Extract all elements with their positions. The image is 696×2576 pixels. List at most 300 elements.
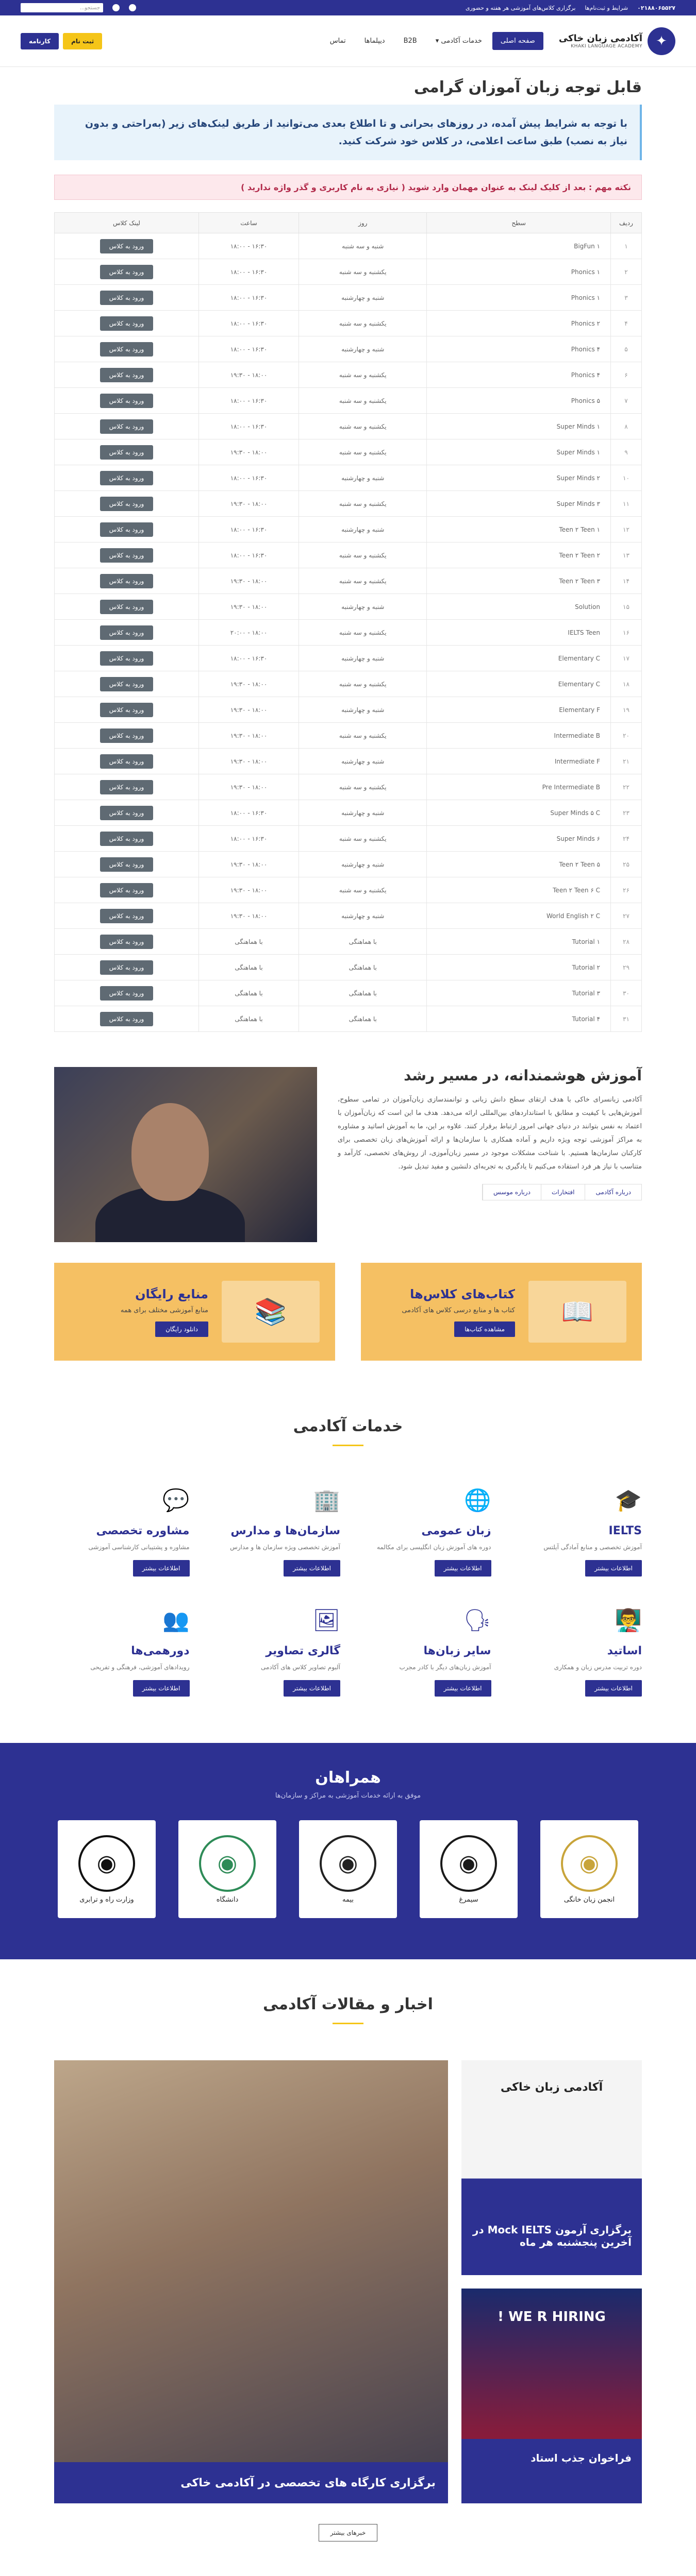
partner-logo xyxy=(178,1820,276,1918)
row-time: ۱۶:۳۰ - ۱۸:۰۰ xyxy=(198,465,299,491)
row-days: یکشنبه و سه شنبه xyxy=(299,259,427,285)
consult-icon: 💬 xyxy=(162,1487,190,1513)
row-days: یکشنبه و سه شنبه xyxy=(299,491,427,517)
news-card-caption: فراخوان جذب استاد xyxy=(461,2442,642,2503)
service-desc: دوره های آموزش زبان انگلیسی برای مکالمه xyxy=(376,1544,491,1551)
row-link-cell xyxy=(55,388,199,414)
service-card xyxy=(507,1487,642,1577)
partner-emblem-icon: ◉ xyxy=(440,1835,497,1892)
service-card xyxy=(356,1607,491,1697)
service-title: سازمان‌ها و مدارس xyxy=(230,1524,340,1538)
top-bar xyxy=(0,0,696,15)
join-class-button[interactable]: ورود به کلاس xyxy=(100,960,154,975)
partner-name: وزارت راه و ترابری xyxy=(79,1895,134,1904)
main-header xyxy=(0,15,696,67)
col-days: روز xyxy=(299,213,427,233)
row-days: یکشنبه و سه شنبه xyxy=(299,826,427,852)
row-days: با هماهنگی xyxy=(299,1006,427,1032)
service-more-button[interactable]: اطلاعات بیشتر xyxy=(435,1560,491,1577)
service-desc: آلبوم تصاویر کلاس های آکادمی xyxy=(260,1664,340,1671)
topbar-phone[interactable]: ۰۲۱۸۸۰۶۵۵۲۷ xyxy=(637,4,675,11)
view-books-button[interactable]: مشاهده کتاب‌ها xyxy=(454,1321,515,1337)
row-time: با هماهنگی xyxy=(198,1006,299,1032)
row-number: ۲۳ xyxy=(611,800,642,826)
nav-contact[interactable]: تماس xyxy=(329,37,346,45)
row-number: ۲۷ xyxy=(611,903,642,929)
table-row xyxy=(55,749,642,774)
row-time: ۱۶:۳۰ - ۱۸:۰۰ xyxy=(198,826,299,852)
row-number: ۱۸ xyxy=(611,671,642,697)
table-row xyxy=(55,543,642,568)
book-icon: 📖 xyxy=(528,1281,626,1343)
row-days: یکشنبه و سه شنبه xyxy=(299,414,427,439)
join-class-button[interactable]: ورود به کلاس xyxy=(100,548,154,563)
row-number: ۱۴ xyxy=(611,568,642,594)
row-days: با هماهنگی xyxy=(299,955,427,980)
join-class-button[interactable]: ورود به کلاس xyxy=(100,600,154,614)
resources-title: منابع رایگان xyxy=(135,1286,208,1301)
row-number: ۶ xyxy=(611,362,642,388)
row-link-cell xyxy=(55,439,199,465)
join-class-button[interactable]: ورود به کلاس xyxy=(100,728,154,743)
row-number: ۲۴ xyxy=(611,826,642,852)
nav-services[interactable]: خدمات آکادمی ▾ xyxy=(435,37,482,45)
row-number: ۳۰ xyxy=(611,980,642,1006)
service-card xyxy=(54,1487,190,1577)
row-number: ۱۹ xyxy=(611,697,642,723)
join-class-button[interactable]: ورود به کلاس xyxy=(100,291,154,305)
table-row xyxy=(55,723,642,749)
table-row xyxy=(55,439,642,465)
row-link-cell xyxy=(55,336,199,362)
row-number: ۱۱ xyxy=(611,491,642,517)
about-tabs xyxy=(482,1184,642,1200)
row-link-cell xyxy=(55,311,199,336)
table-row xyxy=(55,826,642,852)
topbar-link[interactable]: شرایط و ثبت‌نام‌ها xyxy=(585,4,628,11)
service-more-button[interactable]: اطلاعات بیشتر xyxy=(585,1560,642,1577)
search-input[interactable] xyxy=(21,3,103,12)
row-level: Intermediate B xyxy=(427,723,611,749)
row-days: شنبه و چهارشنبه xyxy=(299,646,427,671)
row-number: ۵ xyxy=(611,336,642,362)
promo-cards xyxy=(54,1263,642,1397)
row-level: Tutorial ۳ xyxy=(427,980,611,1006)
row-level: Phonics ۱ xyxy=(427,259,611,285)
row-days: با هماهنگی xyxy=(299,980,427,1006)
row-number: ۲۸ xyxy=(611,929,642,955)
topbar-marquee: برگزاری کلاس‌های آموزشی هر هفته و حضوری xyxy=(466,4,576,11)
logo-subtitle: KHAKI LANGUAGE ACADEMY xyxy=(571,44,642,49)
row-time: ۱۶:۳۰ - ۱۸:۰۰ xyxy=(198,517,299,543)
row-level: Super Minds ۳ xyxy=(427,491,611,517)
row-time: ۱۶:۳۰ - ۱۸:۰۰ xyxy=(198,285,299,311)
row-number: ۲۹ xyxy=(611,955,642,980)
row-time: ۱۶:۳۰ - ۱۸:۰۰ xyxy=(198,311,299,336)
nav-diplomas[interactable]: دیپلماها xyxy=(364,37,385,45)
table-row xyxy=(55,929,642,955)
partner-logo xyxy=(58,1820,156,1918)
table-row xyxy=(55,465,642,491)
languages-icon: 🗣 xyxy=(463,1607,491,1633)
service-desc: آموزش تخصصی ویژه سازمان ها و مدارس xyxy=(230,1544,340,1551)
row-level: Intermediate F xyxy=(427,749,611,774)
join-class-button[interactable]: ورود به کلاس xyxy=(100,806,154,820)
row-time: ۱۸:۰۰ - ۲۰:۰۰ xyxy=(198,620,299,646)
row-level: Pre Intermediate B xyxy=(427,774,611,800)
row-time: ۱۸:۰۰ - ۱۹:۳۰ xyxy=(198,749,299,774)
partners-section xyxy=(0,1743,696,1959)
row-link-cell xyxy=(55,620,199,646)
row-level: Elementary C xyxy=(427,671,611,697)
join-class-button[interactable]: ورود به کلاس xyxy=(100,986,154,1001)
row-days: یکشنبه و سه شنبه xyxy=(299,568,427,594)
row-time: ۱۸:۰۰ - ۱۹:۳۰ xyxy=(198,723,299,749)
row-link-cell xyxy=(55,543,199,568)
row-days: شنبه و چهارشنبه xyxy=(299,852,427,877)
row-time: ۱۸:۰۰ - ۱۹:۳۰ xyxy=(198,877,299,903)
table-row xyxy=(55,491,642,517)
row-number: ۴ xyxy=(611,311,642,336)
service-title: دورهمی‌ها xyxy=(131,1645,190,1658)
row-link-cell xyxy=(55,929,199,955)
row-days: با هماهنگی xyxy=(299,929,427,955)
row-days: شنبه و چهارشنبه xyxy=(299,517,427,543)
gallery-icon: 🖼 xyxy=(312,1607,340,1633)
table-row xyxy=(55,877,642,903)
row-link-cell xyxy=(55,749,199,774)
table-row xyxy=(55,311,642,336)
row-days: یکشنبه و سه شنبه xyxy=(299,774,427,800)
row-number: ۲۶ xyxy=(611,877,642,903)
join-class-button[interactable]: ورود به کلاس xyxy=(100,832,154,846)
service-title: اساتید xyxy=(607,1645,642,1658)
table-row xyxy=(55,671,642,697)
join-class-button[interactable]: ورود به کلاس xyxy=(100,703,154,717)
news-grid xyxy=(54,2045,642,2524)
report-card-button[interactable]: کارنامه xyxy=(21,33,59,49)
table-row xyxy=(55,568,642,594)
join-class-button[interactable]: ورود به کلاس xyxy=(100,1012,154,1026)
row-days: یکشنبه و سه شنبه xyxy=(299,543,427,568)
row-link-cell xyxy=(55,1006,199,1032)
row-level: Super Minds ۲ xyxy=(427,465,611,491)
row-time: ۱۸:۰۰ - ۱۹:۳۰ xyxy=(198,852,299,877)
table-row xyxy=(55,259,642,285)
row-level: Teen ۲ Teen ۶ C xyxy=(427,877,611,903)
partner-emblem-icon: ◉ xyxy=(561,1835,618,1892)
row-days: شنبه و چهارشنبه xyxy=(299,285,427,311)
row-days: یکشنبه و سه شنبه xyxy=(299,723,427,749)
row-link-cell xyxy=(55,517,199,543)
free-download-button[interactable]: دانلود رایگان xyxy=(155,1321,208,1337)
telegram-icon[interactable] xyxy=(112,4,120,11)
service-card xyxy=(205,1607,341,1697)
row-level: Phonics ۱ xyxy=(427,285,611,311)
row-time: ۱۸:۰۰ - ۱۹:۳۰ xyxy=(198,903,299,929)
row-link-cell xyxy=(55,568,199,594)
logo-title: آکادمی زبان خاکی xyxy=(558,33,642,44)
row-level: IELTS Teen xyxy=(427,620,611,646)
row-days: شنبه و چهارشنبه xyxy=(299,697,427,723)
partner-emblem-icon: ◉ xyxy=(199,1835,256,1892)
row-days: شنبه و چهارشنبه xyxy=(299,903,427,929)
row-link-cell xyxy=(55,491,199,517)
row-level: Teen ۲ Teen ۱ xyxy=(427,517,611,543)
site-logo[interactable] xyxy=(559,27,675,55)
row-number: ۳ xyxy=(611,285,642,311)
more-news-button[interactable]: خبرهای بیشتر xyxy=(319,2524,378,2541)
table-row xyxy=(55,336,642,362)
service-title: IELTS xyxy=(608,1524,642,1538)
row-time: ۱۶:۳۰ - ۱۸:۰۰ xyxy=(198,543,299,568)
row-days: یکشنبه و سه شنبه xyxy=(299,362,427,388)
join-class-button[interactable]: ورود به کلاس xyxy=(100,419,154,434)
title-divider xyxy=(333,1445,363,1446)
partner-emblem-icon: ◉ xyxy=(320,1835,376,1892)
row-time: ۱۶:۳۰ - ۱۸:۰۰ xyxy=(198,233,299,259)
tab-honors[interactable]: افتخارات xyxy=(541,1184,585,1200)
row-level: Phonics ۲ xyxy=(427,311,611,336)
services-grid xyxy=(54,1467,642,1743)
resources-sub: منابع آموزشی مختلف برای همه xyxy=(120,1306,208,1314)
notice-title: قابل توجه زبان آموزان گرامی xyxy=(413,78,642,96)
books-title: کتاب‌های کلاس‌ها xyxy=(410,1286,515,1301)
nav-b2b[interactable]: B2B xyxy=(403,37,417,45)
table-row xyxy=(55,388,642,414)
service-desc: رویدادهای آموزشی، فرهنگی و تفریحی xyxy=(90,1664,190,1671)
table-row xyxy=(55,414,642,439)
row-link-cell xyxy=(55,852,199,877)
row-level: Solution xyxy=(427,594,611,620)
row-level: Teen ۲ Teen ۳ xyxy=(427,568,611,594)
row-time: ۱۸:۰۰ - ۱۹:۳۰ xyxy=(198,439,299,465)
row-link-cell xyxy=(55,671,199,697)
tab-founder[interactable]: درباره موسس xyxy=(483,1184,541,1200)
row-link-cell xyxy=(55,826,199,852)
nav-home[interactable]: صفحه اصلی xyxy=(492,32,543,50)
teacher-icon: 👨‍🏫 xyxy=(615,1607,642,1633)
row-time: ۱۸:۰۰ - ۱۹:۳۰ xyxy=(198,491,299,517)
row-number: ۱۵ xyxy=(611,594,642,620)
partner-logo xyxy=(299,1820,397,1918)
col-link: لینک کلاس xyxy=(55,213,199,233)
service-card xyxy=(356,1487,491,1577)
search-placeholder: جستجو... xyxy=(79,5,100,11)
join-class-button[interactable]: ورود به کلاس xyxy=(100,651,154,666)
row-level: Teen ۲ Teen ۲ xyxy=(427,543,611,568)
news-title: اخبار و مقالات آکادمی xyxy=(263,1995,433,2014)
row-level: Tutorial ۴ xyxy=(427,1006,611,1032)
row-days: یکشنبه و سه شنبه xyxy=(299,439,427,465)
event-icon: 👥 xyxy=(162,1607,190,1633)
row-time: ۱۶:۳۰ - ۱۸:۰۰ xyxy=(198,800,299,826)
row-days: یکشنبه و سه شنبه xyxy=(299,620,427,646)
table-row xyxy=(55,852,642,877)
table-row xyxy=(55,774,642,800)
row-time: ۱۶:۳۰ - ۱۸:۰۰ xyxy=(198,388,299,414)
service-more-button[interactable]: اطلاعات بیشتر xyxy=(284,1560,340,1577)
row-days: شنبه و چهارشنبه xyxy=(299,336,427,362)
news-card-hiring-text: WE R HIRING ! xyxy=(498,2309,606,2325)
service-title: گالری تصاویر xyxy=(266,1645,340,1658)
about-section xyxy=(54,1046,642,1263)
row-link-cell xyxy=(55,877,199,903)
row-time: ۱۸:۰۰ - ۱۹:۳۰ xyxy=(198,671,299,697)
service-desc: دوره تربیت مدرس زبان و همکاری xyxy=(554,1664,642,1671)
row-number: ۲۰ xyxy=(611,723,642,749)
join-class-button[interactable]: ورود به کلاس xyxy=(100,754,154,769)
row-link-cell xyxy=(55,646,199,671)
col-number: ردیف xyxy=(611,213,642,233)
join-class-button[interactable]: ورود به کلاس xyxy=(100,239,154,253)
table-row xyxy=(55,646,642,671)
news-card-hiring[interactable] xyxy=(461,2289,642,2503)
row-link-cell xyxy=(55,233,199,259)
row-time: ۱۸:۰۰ - ۱۹:۳۰ xyxy=(198,774,299,800)
row-level: Super Minds ۱ xyxy=(427,439,611,465)
globe-icon: 🌐 xyxy=(464,1487,491,1513)
row-number: ۱۶ xyxy=(611,620,642,646)
row-time: ۱۶:۳۰ - ۱۸:۰۰ xyxy=(198,336,299,362)
row-link-cell xyxy=(55,362,199,388)
news-big-caption: برگزاری کارگاه های تخصصی در آکادمی خاکی xyxy=(54,2462,448,2503)
join-class-button[interactable]: ورود به کلاس xyxy=(100,445,154,460)
table-row xyxy=(55,800,642,826)
service-card xyxy=(205,1487,341,1577)
row-level: Elementary F xyxy=(427,697,611,723)
row-days: یکشنبه و سه شنبه xyxy=(299,877,427,903)
table-row xyxy=(55,903,642,929)
service-title: مشاوره تخصصی xyxy=(96,1524,190,1538)
row-level: Super Minds ۵ C xyxy=(427,800,611,826)
row-number: ۷ xyxy=(611,388,642,414)
title-divider xyxy=(333,2023,363,2024)
join-class-button[interactable]: ورود به کلاس xyxy=(100,265,154,279)
service-desc: آموزش تخصصی و منابع آمادگی آیلتس xyxy=(543,1544,642,1551)
news-card-caption: برگزاری آزمون Mock IELTS در آخرین پنجشنبه هر ماه xyxy=(461,2213,642,2275)
table-row xyxy=(55,620,642,646)
row-number: ۱۰ xyxy=(611,465,642,491)
important-note: نکته مهم : بعد از کلیک لینک به عنوان مهمان وارد شوید ( نیازی به نام کاربری و گذر واژه ندارید ) xyxy=(54,175,642,200)
row-link-cell xyxy=(55,697,199,723)
service-more-button[interactable]: اطلاعات بیشتر xyxy=(585,1680,642,1697)
join-class-button[interactable]: ورود به کلاس xyxy=(100,780,154,794)
row-days: یکشنبه و سه شنبه xyxy=(299,388,427,414)
service-desc: مشاوره و پشتیبانی کارشناسی آموزشی xyxy=(88,1544,190,1551)
row-days: شنبه و چهارشنبه xyxy=(299,800,427,826)
table-row xyxy=(55,697,642,723)
join-class-button[interactable]: ورود به کلاس xyxy=(100,471,154,485)
row-days: یکشنبه و سه شنبه xyxy=(299,311,427,336)
register-button[interactable]: ثبت نام xyxy=(63,33,102,49)
table-row xyxy=(55,980,642,1006)
row-days: شنبه و چهارشنبه xyxy=(299,465,427,491)
join-class-button[interactable]: ورود به کلاس xyxy=(100,342,154,357)
about-title: آموزش هوشمندانه، در مسیر رشد xyxy=(404,1067,642,1084)
join-class-button[interactable]: ورود به کلاس xyxy=(100,883,154,897)
join-class-button[interactable]: ورود به کلاس xyxy=(100,497,154,511)
partners-title: همراهان xyxy=(315,1769,381,1787)
row-days: شنبه و سه شنبه xyxy=(299,233,427,259)
partner-logo xyxy=(540,1820,638,1918)
founder-photo xyxy=(54,1067,317,1242)
partner-name: سیمرغ xyxy=(459,1895,478,1904)
row-number: ۲۵ xyxy=(611,852,642,877)
join-class-button[interactable]: ورود به کلاس xyxy=(100,625,154,640)
row-number: ۲۱ xyxy=(611,749,642,774)
table-row xyxy=(55,517,642,543)
row-level: World English ۲ C xyxy=(427,903,611,929)
books-card xyxy=(361,1263,642,1361)
row-level: BigFun ۱ xyxy=(427,233,611,259)
row-link-cell xyxy=(55,800,199,826)
join-class-button[interactable]: ورود به کلاس xyxy=(100,394,154,408)
join-class-button[interactable]: ورود به کلاس xyxy=(100,316,154,331)
bookshelf-icon: 📚 xyxy=(222,1281,320,1343)
row-days: یکشنبه و سه شنبه xyxy=(299,671,427,697)
service-card xyxy=(54,1607,190,1697)
service-card xyxy=(507,1607,642,1697)
join-class-button[interactable]: ورود به کلاس xyxy=(100,935,154,949)
row-number: ۱۲ xyxy=(611,517,642,543)
row-time: با هماهنگی xyxy=(198,929,299,955)
row-link-cell xyxy=(55,414,199,439)
join-class-button[interactable]: ورود به کلاس xyxy=(100,857,154,872)
news-card-workshop[interactable] xyxy=(54,2060,448,2503)
row-time: ۱۶:۳۰ - ۱۸:۰۰ xyxy=(198,646,299,671)
service-more-button[interactable]: اطلاعات بیشتر xyxy=(133,1560,190,1577)
partner-emblem-icon: ◉ xyxy=(78,1835,135,1892)
partner-name: بیمه xyxy=(342,1895,354,1904)
row-number: ۸ xyxy=(611,414,642,439)
resources-card xyxy=(54,1263,335,1361)
join-class-button[interactable]: ورود به کلاس xyxy=(100,677,154,691)
row-level: Elementary C xyxy=(427,646,611,671)
row-number: ۱۳ xyxy=(611,543,642,568)
col-time: ساعت xyxy=(198,213,299,233)
row-link-cell xyxy=(55,903,199,929)
row-level: Phonics ۵ xyxy=(427,388,611,414)
join-class-button[interactable]: ورود به کلاس xyxy=(100,574,154,588)
service-title: زبان عمومی xyxy=(421,1524,491,1538)
col-level: سطح xyxy=(427,213,611,233)
row-time: ۱۸:۰۰ - ۱۹:۳۰ xyxy=(198,697,299,723)
service-title: سایر زبان‌ها xyxy=(423,1645,491,1658)
about-body: آکادمی زبانسرای خاکی با هدف ارتقای سطح دانش زبانی و توانمندسازی زبان‌آموزان در تمامی سطوح، آموزش‌هایی با کیفیت و مطابق با استانداردهای بین‌المللی ارائه می‌دهد. هدف ما این است که زبان‌آموزان با اعتماد به نفس بتوانند در دنیای جهانی امروز ارتباط برقرار کنند. علاوه بر این، ما به آموزش اساتید و مشاوره به مراکز آموزشی توجه ویژه داریم و آماده همکاری با سازمان‌ها و ارائه آموزش‌های زبان تخصصی برای کارکنان سازمان‌ها هستیم. با شناخت مشکلات موجود در مسیر زبان‌آموزی، از روش‌های تخصصی، کارآمد و متناسب با نیاز هر فرد استفاده می‌کنیم تا یادگیری به تجربه‌ای دلنشین و مفید تبدیل شود. xyxy=(338,1096,642,1171)
row-time: ۱۶:۳۰ - ۱۸:۰۰ xyxy=(198,259,299,285)
service-more-button[interactable]: اطلاعات بیشتر xyxy=(133,1680,190,1697)
row-number: ۲۲ xyxy=(611,774,642,800)
row-level: Super Minds ۱ xyxy=(427,414,611,439)
join-class-button[interactable]: ورود به کلاس xyxy=(100,522,154,537)
classes-table xyxy=(54,212,642,1032)
row-number: ۱۷ xyxy=(611,646,642,671)
row-level: Phonics ۴ xyxy=(427,362,611,388)
row-link-cell xyxy=(55,594,199,620)
service-more-button[interactable]: اطلاعات بیشتر xyxy=(435,1680,491,1697)
row-time: ۱۸:۰۰ - ۱۹:۳۰ xyxy=(198,568,299,594)
row-time: با هماهنگی xyxy=(198,980,299,1006)
tab-about[interactable]: درباره آکادمی xyxy=(585,1184,641,1200)
row-link-cell xyxy=(55,465,199,491)
join-class-button[interactable]: ورود به کلاس xyxy=(100,368,154,382)
news-card-mock-ielts[interactable] xyxy=(461,2060,642,2275)
service-more-button[interactable]: اطلاعات بیشتر xyxy=(284,1680,340,1697)
join-class-button[interactable]: ورود به کلاس xyxy=(100,909,154,923)
instagram-icon[interactable] xyxy=(129,4,136,11)
partner-logo xyxy=(420,1820,518,1918)
